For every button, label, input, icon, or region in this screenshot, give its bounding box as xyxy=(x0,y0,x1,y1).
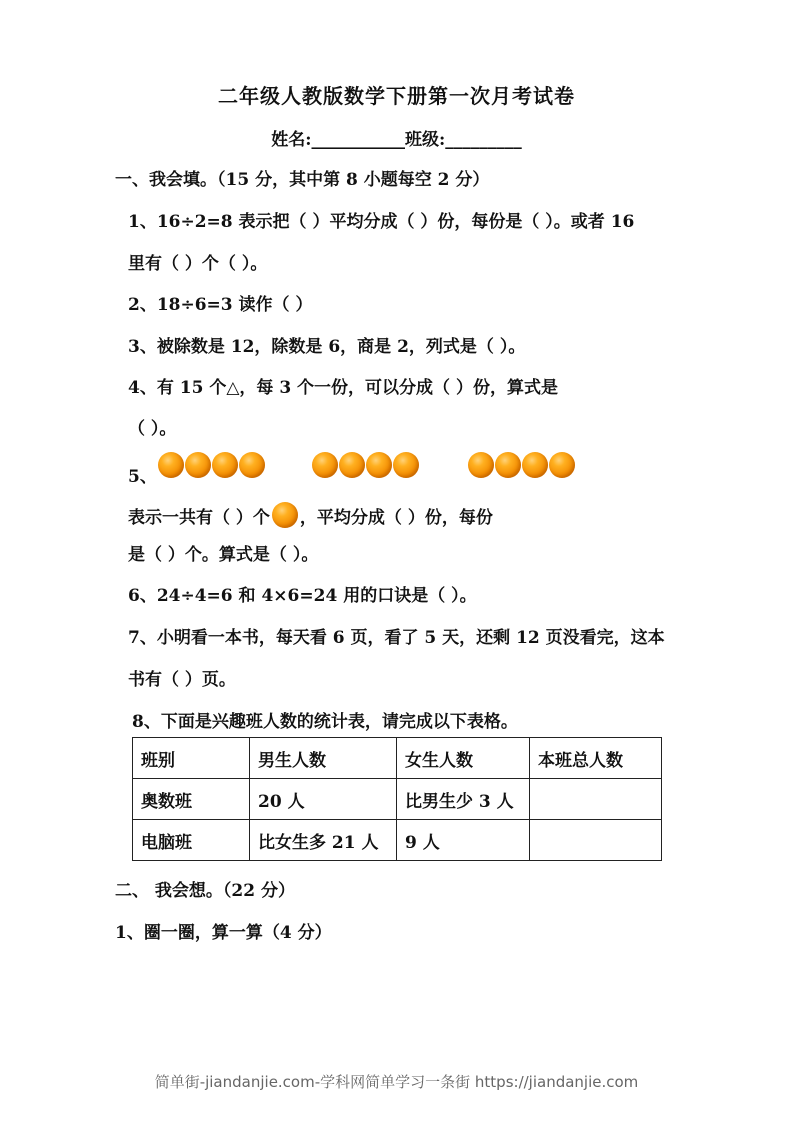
orange-group-1 xyxy=(158,452,266,478)
orange-icon xyxy=(468,452,494,478)
table-header-cell: 女生人数 xyxy=(397,738,530,779)
orange-icon xyxy=(366,452,392,478)
table-cell: 比男生少 3 人 xyxy=(397,779,530,820)
q7-line2: 书有（ ）页。 xyxy=(128,670,236,690)
orange-icon xyxy=(522,452,548,478)
table-cell-blank[interactable] xyxy=(530,779,662,820)
orange-icon xyxy=(312,452,338,478)
orange-icon xyxy=(393,452,419,478)
table-cell: 奥数班 xyxy=(133,779,250,820)
q6: 6、24÷4=6 和 4×6=24 用的口诀是（ ）。 xyxy=(128,586,477,606)
q8: 8、下面是兴趣班人数的统计表，请完成以下表格。 xyxy=(132,712,518,732)
table-cell-blank[interactable] xyxy=(530,820,662,861)
table-row xyxy=(133,820,662,861)
section2-heading: 二、 我会想。（22 分） xyxy=(115,881,295,901)
q5-line2: 是（ ）个。算式是（ ）。 xyxy=(128,545,319,565)
orange-icon xyxy=(158,452,184,478)
table-header-row xyxy=(133,738,662,779)
orange-icon xyxy=(272,502,298,528)
q2: 2、18÷6=3 读作（ ） xyxy=(128,295,313,315)
section2-q1: 1、圈一圈，算一算（4 分） xyxy=(115,923,332,943)
stats-table xyxy=(132,737,662,861)
orange-icon xyxy=(549,452,575,478)
q5-line1-part-a: 表示一共有（ ）个 xyxy=(128,508,270,528)
table-header-cell: 本班总人数 xyxy=(530,738,662,779)
q4-line1: 4、有 15 个△，每 3 个一份，可以分成（ ）份，算式是 xyxy=(128,378,558,398)
name-class-line: 姓名:___________班级:_________ xyxy=(271,130,522,150)
page-title: 二年级人教版数学下册第一次月考试卷 xyxy=(218,84,575,108)
section1-heading: 一、我会填。（15 分，其中第 8 小题每空 2 分） xyxy=(115,170,490,190)
orange-icon xyxy=(495,452,521,478)
q7-line1: 7、小明看一本书，每天看 6 页，看了 5 天，还剩 12 页没看完，这本 xyxy=(128,628,665,648)
orange-icon xyxy=(185,452,211,478)
q1-line2: 里有（ ）个（ ）。 xyxy=(128,254,268,274)
q5-line1 xyxy=(128,503,493,532)
q5-label: 5、 xyxy=(128,467,157,487)
q5-line1-part-b: ，平均分成（ ）份，每份 xyxy=(299,508,493,528)
table-cell: 9 人 xyxy=(397,820,530,861)
orange-icon xyxy=(239,452,265,478)
orange-icon xyxy=(212,452,238,478)
table-cell: 电脑班 xyxy=(133,820,250,861)
orange-group-2 xyxy=(312,452,420,478)
table-row xyxy=(133,779,662,820)
q1-line1: 1、16÷2=8 表示把（ ）平均分成（ ）份，每份是（ ）。或者 16 xyxy=(128,212,635,232)
q3: 3、被除数是 12，除数是 6，商是 2，列式是（ ）。 xyxy=(128,337,526,357)
table-header-cell: 班别 xyxy=(133,738,250,779)
footer-watermark: 简单街-jiandanjie.com-学科网简单学习一条街 https://jiandanjie.com xyxy=(154,1073,639,1091)
table-cell: 20 人 xyxy=(250,779,397,820)
table-header-cell: 男生人数 xyxy=(250,738,397,779)
orange-icon xyxy=(339,452,365,478)
q4-line2: （ ）。 xyxy=(128,419,177,439)
orange-group-3 xyxy=(468,452,576,478)
table-cell: 比女生多 21 人 xyxy=(250,820,397,861)
